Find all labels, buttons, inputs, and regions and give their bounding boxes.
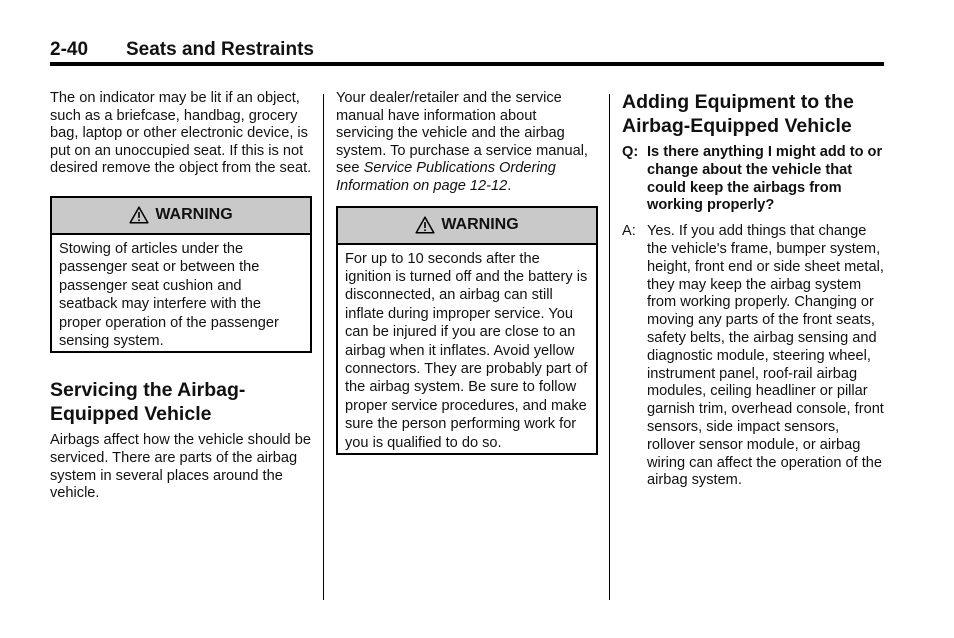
- adding-equipment-heading: Adding Equipment to the Airbag-Equipped Vehicle: [622, 91, 854, 137]
- service-manual-text: Your dealer/retailer and the service manual have information about servicing the vehicle and the airbag system. To purchase a service manual, see: [336, 90, 588, 177]
- column-3: [622, 90, 884, 490]
- column-divider-2: [609, 94, 610, 600]
- warning-label: WARNING: [155, 206, 233, 224]
- warning-triangle-icon: [129, 206, 149, 224]
- header-rule: [50, 62, 884, 66]
- page-header: [50, 38, 884, 62]
- warning-header: [338, 208, 596, 245]
- intro-paragraph: The on indicator may be lit if an object, such as a briefcase, handbag, grocery bag, laptop or other electronic device, is put on an unoccupied seat. If this is not desired remove the object from the seat.: [50, 90, 312, 177]
- section-title: Seats and Restraints: [126, 39, 314, 60]
- service-manual-paragraph: [336, 90, 598, 196]
- servicing-heading: Servicing the Airbag-Equipped Vehicle: [50, 379, 246, 425]
- question-block: [622, 144, 884, 215]
- servicing-paragraph: Airbags affect how the vehicle should be serviced. There are parts of the airbag system in several places around the vehicle.: [50, 432, 311, 502]
- service-manual-text-end: .: [507, 177, 512, 194]
- warning-header: [52, 198, 310, 235]
- page-number: 2-40: [50, 39, 89, 60]
- answer-label: A:: [622, 223, 636, 240]
- question-text: Is there anything I might add to or change about the vehicle that could keep the airbags from working properly?: [647, 144, 883, 214]
- warning-text: For up to 10 seconds after the ignition is turned off and the battery is disconnected, an airbag can still inflate during improper service. You can be injured if you are close to an airbag when it inflates. Avoid yellow connectors. They are probably part of the airbag system. Be sure to follow proper service procedures, and make sure the person performing work for you is qualified to do so.: [345, 250, 588, 451]
- answer-text: Yes. If you add things that change the vehicle's frame, bumper system, height, front end or side sheet metal, they may keep the airbag system from working properly. Changing or moving any parts of the front seats, safety belts, the airbag sensing and diagnostic module, steering wheel, instrument panel, roof-rail airbag modules, ceiling headliner or pillar garnish trim, overhead console, front sensors, side impact sensors, rollover sensor module, or airbag wiring can affect the operation of the airbag system.: [647, 223, 884, 489]
- warning-box-seat-storage: [50, 196, 312, 353]
- question-label: Q:: [622, 144, 639, 160]
- column-2: [336, 90, 598, 455]
- answer-block: [622, 223, 884, 490]
- column-divider-1: [323, 94, 324, 600]
- publications-reference-link[interactable]: Service Publications Ordering Information on page 12-12: [336, 160, 556, 194]
- warning-label: WARNING: [441, 216, 519, 234]
- warning-text: Stowing of articles under the passenger seat or between the passenger seat cushion and seatback may interfere with the proper operation of the passenger sensing system.: [59, 240, 279, 349]
- column-1: [50, 90, 312, 503]
- warning-triangle-icon: [415, 216, 435, 234]
- warning-box-airbag-service: [336, 206, 598, 455]
